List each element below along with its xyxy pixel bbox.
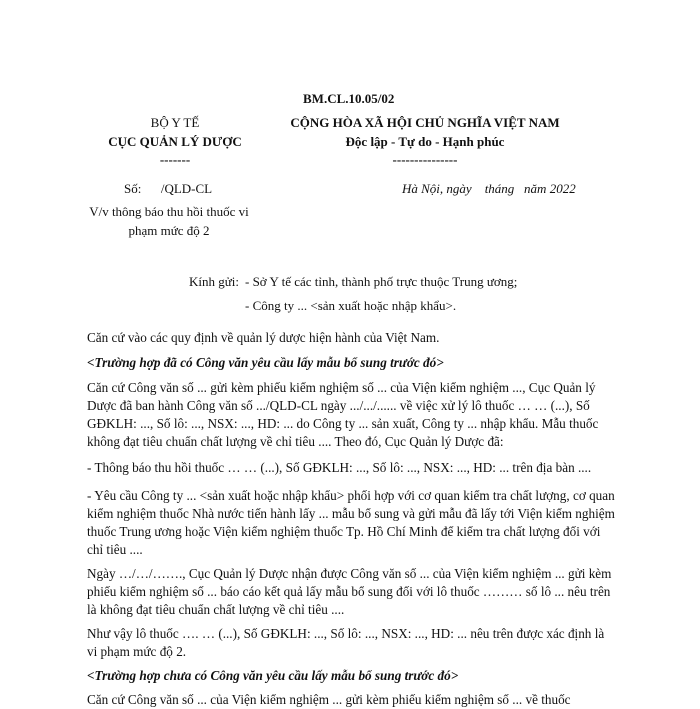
department-name: CỤC QUẢN LÝ DƯỢC [108,134,242,149]
national-header-block [270,113,580,168]
document-number: Số: /QLD-CL [124,181,213,196]
place-date: Hà Nội, ngày tháng năm 2022 [402,181,576,196]
national-motto: Độc lập - Tự do - Hạnh phúc [345,134,505,149]
body-paragraph-2: Căn cứ Công văn số ... gửi kèm phiếu kiểm nghiệm số ... của Viện kiểm nghiệm ..., Cục Quản lý Dược đã ban hành Công văn số .../QLD-CL ngày .../.../...... về việc xử lý lô thuốc … … (...), Số GĐKLH: ..., Số lô: ..., NSX: ..., HD: ... do Công ty ... sản xuất, Công ty ... nhập khẩu. Mẫu thuốc không đạt tiêu chuẩn chất lượng về chỉ tiêu .... Theo đó, Cục Quản lý Dược đã: [87,380,599,449]
body-paragraph-1: Căn cứ vào các quy định về quản lý dược hiện hành của Việt Nam. [87,330,440,345]
ministry-name: BỘ Y TẾ [150,115,200,130]
right-divider: --------------- [392,152,458,167]
issuing-agency-block [95,113,255,168]
recipient-label: Kính gửi: [189,274,240,289]
recipient-line-2: - Công ty ... <sản xuất hoặc nhập khẩu>. [245,298,457,313]
form-code: BM.CL.10.05/02 [303,91,395,106]
subject-line [80,202,258,240]
subject-line-2: phạm mức độ 2 [128,223,210,238]
case-heading-1: <Trường hợp đã có Công văn yêu cầu lấy mẫu bổ sung trước đó> [87,355,444,370]
body-paragraph-3: - Thông báo thu hồi thuốc … … (...), Số GĐKLH: ..., Số lô: ..., NSX: ..., HD: ... trên địa bàn .... [87,460,592,475]
left-divider: ------- [159,152,191,167]
recipient-line-1: - Sở Y tế các tỉnh, thành phố trực thuộc Trung ương; [245,274,518,289]
body-paragraph-4: - Yêu cầu Công ty ... <sản xuất hoặc nhập khẩu> phối hợp với cơ quan kiểm tra chất lượng, cơ quan kiểm nghiệm thuốc Nhà nước tiến hành lấy ... mẫu bổ sung và gửi mẫu đã lấy tới Viện kiểm nghiệm thuốc Trung ương hoặc Viện kiểm nghiệm thuốc Tp. Hồ Chí Minh để kiểm tra chất lượng đối với chỉ tiêu .... [87,488,615,557]
body-paragraph-7: Căn cứ Công văn số ... của Viện kiểm nghiệm ... gửi kèm phiếu kiểm nghiệm số ... về thuốc [87,692,571,707]
country-name: CỘNG HÒA XÃ HỘI CHỦ NGHĨA VIỆT NAM [290,115,560,130]
case-heading-2: <Trường hợp chưa có Công văn yêu cầu lấy mẫu bổ sung trước đó> [87,668,459,683]
body-paragraph-5: Ngày …/…/……., Cục Quản lý Dược nhận được Công văn số ... của Viện kiểm nghiệm ... gửi kèm phiếu kiểm nghiệm số ... báo cáo kết quả lấy mẫu bổ sung đối với lô thuốc ……… số lô ... nêu trên là không đạt tiêu chuẩn chất lượng về chỉ tiêu .... [87,566,612,617]
subject-line-1: V/v thông báo thu hồi thuốc vi [89,204,249,219]
body-paragraph-6: Như vậy lô thuốc …. … (...), Số GĐKLH: ..., Số lô: ..., NSX: ..., HD: ... nêu trên được xác định là vi phạm mức độ 2. [87,626,605,659]
